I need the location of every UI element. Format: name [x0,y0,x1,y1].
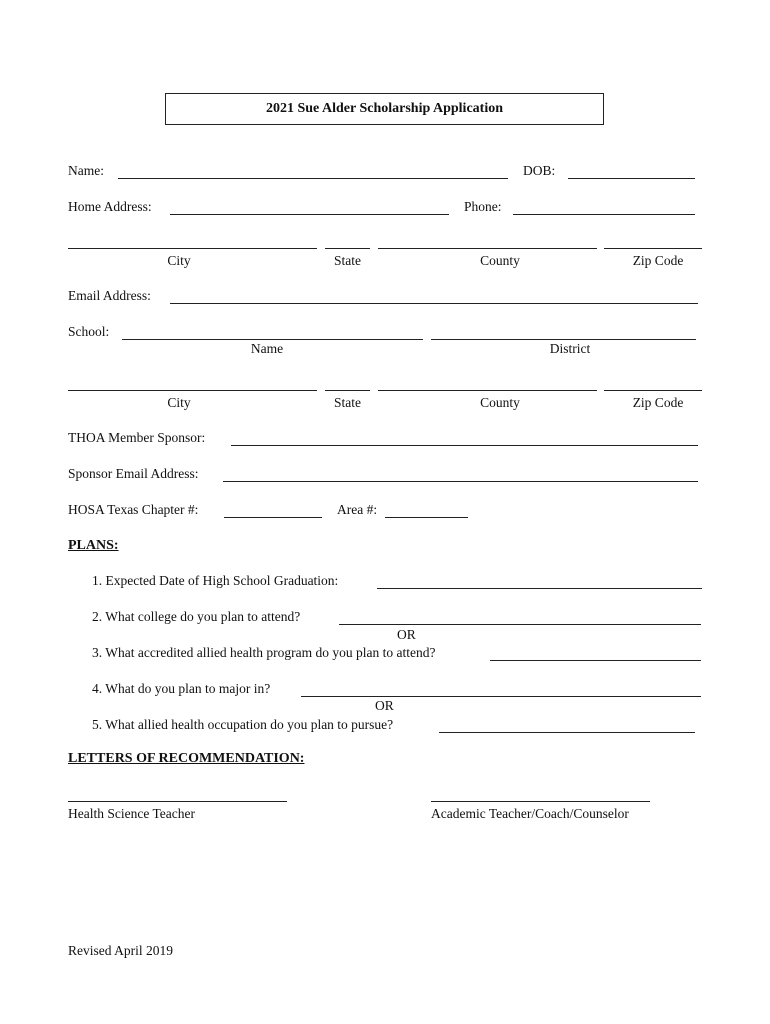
letters-heading: LETTERS OF RECOMMENDATION: [68,751,305,766]
sponsor-email-label: Sponsor Email Address: [68,466,199,481]
college-field[interactable] [339,624,701,625]
dob-field[interactable] [568,178,695,179]
area-field[interactable] [385,517,468,518]
plans-or-1: OR [397,627,416,642]
name-label: Name: [68,163,104,178]
graduation-date-field[interactable] [377,588,702,589]
sponsor-email-field[interactable] [223,481,698,482]
phone-label: Phone: [464,199,502,214]
home-address-label: Home Address: [68,199,152,214]
home-address-field[interactable] [170,214,449,215]
school-county-caption: County [480,395,520,410]
thoa-sponsor-label: THOA Member Sponsor: [68,430,206,445]
school-city-caption: City [167,395,191,410]
health-science-teacher-caption: Health Science Teacher [68,806,195,821]
school-zip-field[interactable] [604,390,702,391]
thoa-sponsor-field[interactable] [231,445,698,446]
home-city-field[interactable] [68,248,317,249]
home-zip-caption: Zip Code [632,253,684,268]
plans-item-1: 1. Expected Date of High School Graduation: [92,573,339,588]
home-city-caption: City [167,253,191,268]
school-district-field[interactable] [431,339,696,340]
plans-item-3: 3. What accredited allied health program do you plan to attend? [92,645,436,660]
plans-or-2: OR [375,698,394,713]
health-science-teacher-field[interactable] [68,801,287,802]
plans-item-4: 4. What do you plan to major in? [92,681,271,696]
home-state-field[interactable] [325,248,370,249]
school-county-field[interactable] [378,390,597,391]
academic-teacher-field[interactable] [431,801,650,802]
school-city-field[interactable] [68,390,317,391]
home-county-field[interactable] [378,248,597,249]
email-address-field[interactable] [170,303,698,304]
home-zip-field[interactable] [604,248,702,249]
name-field[interactable] [118,178,508,179]
school-zip-caption: Zip Code [632,395,684,410]
revision-note: Revised April 2019 [68,943,173,958]
plans-item-5: 5. What allied health occupation do you plan to pursue? [92,717,394,732]
school-district-caption: District [549,341,591,356]
academic-teacher-caption: Academic Teacher/Coach/Counselor [431,806,629,821]
phone-field[interactable] [513,214,695,215]
home-state-caption: State [334,253,361,268]
occupation-field[interactable] [439,732,695,733]
home-county-caption: County [480,253,520,268]
form-title: 2021 Sue Alder Scholarship Application [165,93,604,125]
area-label: Area #: [337,502,378,517]
plans-item-2: 2. What college do you plan to attend? [92,609,301,624]
school-state-caption: State [334,395,361,410]
dob-label: DOB: [523,163,556,178]
school-state-field[interactable] [325,390,370,391]
major-field[interactable] [301,696,701,697]
plans-heading: PLANS: [68,538,119,553]
school-name-caption: Name [250,341,284,356]
email-address-label: Email Address: [68,288,151,303]
hosa-chapter-field[interactable] [224,517,322,518]
hosa-chapter-label: HOSA Texas Chapter #: [68,502,199,517]
allied-health-program-field[interactable] [490,660,701,661]
school-label: School: [68,324,110,339]
school-name-field[interactable] [122,339,423,340]
